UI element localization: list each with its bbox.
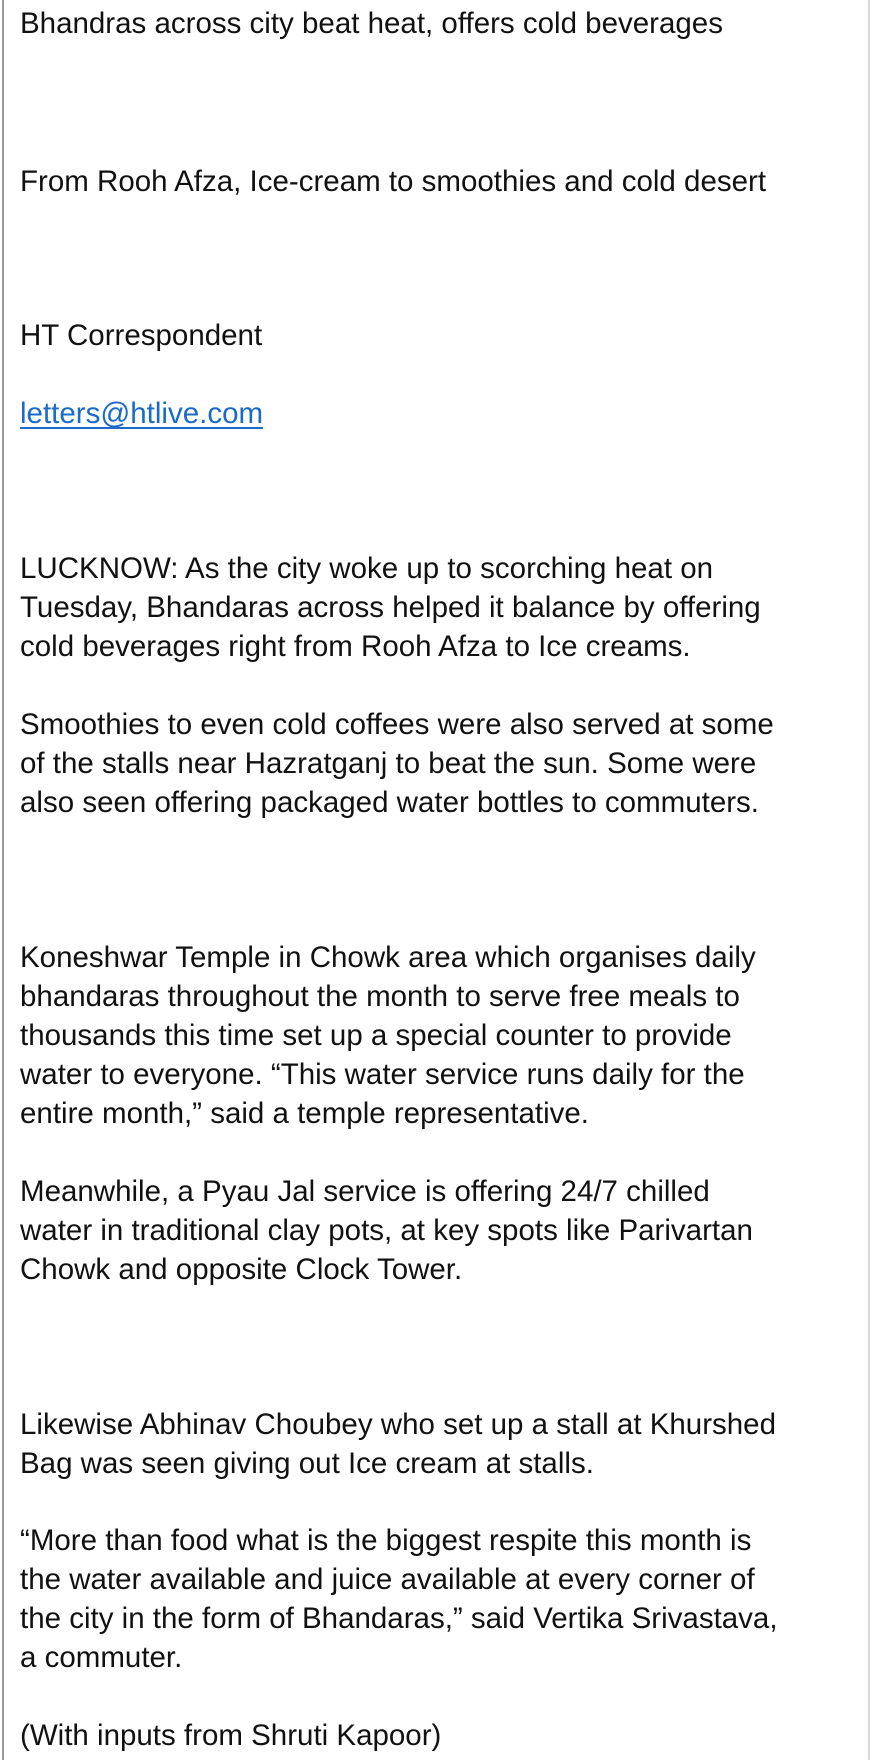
paragraph-7 xyxy=(20,1716,870,1755)
paragraph-line: Koneshwar Temple in Chowk area which organises daily xyxy=(20,941,756,974)
byline: HT Correspondent xyxy=(20,319,263,352)
paragraph-5 xyxy=(20,1405,870,1483)
paragraph-line: “More than food what is the biggest respite this month is xyxy=(20,1524,752,1557)
paragraph-line: cold beverages right from Rooh Afza to Ice creams. xyxy=(20,630,691,663)
paragraph-3 xyxy=(20,938,870,1133)
subheadline: From Rooh Afza, Ice-cream to smoothies and cold desert xyxy=(20,165,767,198)
paragraph-line: the city in the form of Bhandaras,” said Vertika Srivastava, xyxy=(20,1602,778,1635)
paragraph-line: Tuesday, Bhandaras across helped it balance by offering xyxy=(20,591,761,624)
paragraph-4 xyxy=(20,1172,870,1289)
paragraph-line: the water available and juice available at every corner of xyxy=(20,1563,755,1596)
paragraph-line: Smoothies to even cold coffees were also served at some xyxy=(20,708,774,741)
paragraph-1 xyxy=(20,549,870,666)
paragraph-line: also seen offering packaged water bottles to commuters. xyxy=(20,786,759,819)
paragraph-line: bhandaras throughout the month to serve free meals to xyxy=(20,980,740,1013)
paragraph-line: of the stalls near Hazratganj to beat the sun. Some were xyxy=(20,747,757,780)
paragraph-line: entire month,” said a temple representative. xyxy=(20,1097,589,1130)
right-edge-divider xyxy=(868,0,870,1760)
paragraph-line: (With inputs from Shruti Kapoor) xyxy=(20,1719,442,1752)
paragraph-line: a commuter. xyxy=(20,1641,183,1674)
article-page xyxy=(2,0,870,1760)
headline: Bhandras across city beat heat, offers cold beverages xyxy=(20,7,723,40)
paragraph-line: thousands this time set up a special counter to provide xyxy=(20,1019,732,1052)
paragraph-line: Meanwhile, a Pyau Jal service is offering 24/7 chilled xyxy=(20,1175,710,1208)
paragraph-line: Likewise Abhinav Choubey who set up a stall at Khurshed xyxy=(20,1408,776,1441)
paragraph-line: Bag was seen giving out Ice cream at stalls. xyxy=(20,1447,594,1480)
email-link[interactable]: letters@htlive.com xyxy=(20,397,264,430)
paragraph-line: Chowk and opposite Clock Tower. xyxy=(20,1253,463,1286)
paragraph-line: water in traditional clay pots, at key spots like Parivartan xyxy=(20,1214,753,1247)
paragraph-line: water to everyone. “This water service runs daily for the xyxy=(20,1058,745,1091)
paragraph-2 xyxy=(20,705,870,822)
paragraph-6 xyxy=(20,1521,870,1677)
paragraph-line: LUCKNOW: As the city woke up to scorching heat on xyxy=(20,552,714,585)
